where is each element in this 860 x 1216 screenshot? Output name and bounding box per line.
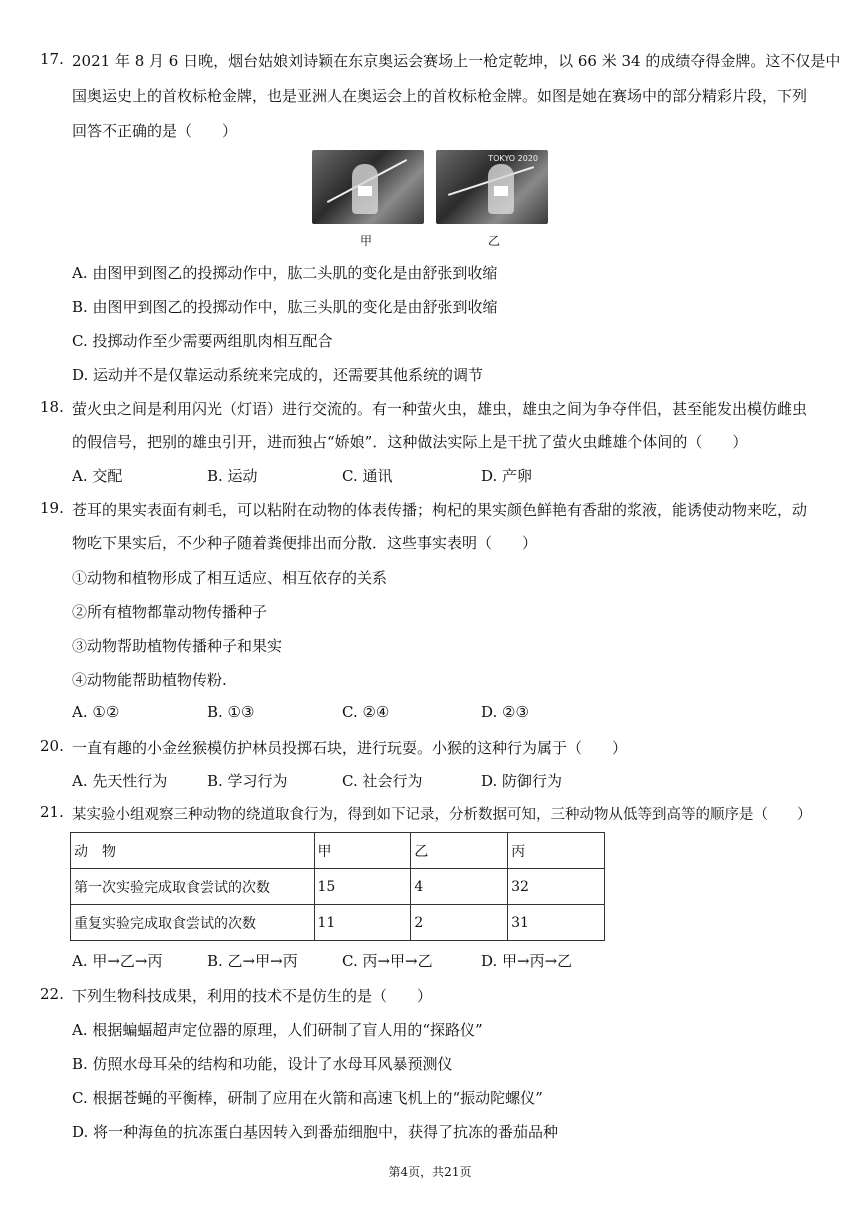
javelin-figure xyxy=(312,150,550,250)
table-cell: 2 xyxy=(411,905,508,941)
option-d[interactable]: D. ②③ xyxy=(481,703,529,721)
table-cell: 第一次实验完成取食尝试的次数 xyxy=(71,869,315,905)
question-number: 19. xyxy=(40,499,64,517)
option-a[interactable]: A. 甲→乙→丙 xyxy=(72,952,163,970)
table-cell: 丙 xyxy=(508,833,605,869)
option-d[interactable]: D. 防御行为 xyxy=(481,772,563,790)
option-a[interactable]: A. 先天性行为 xyxy=(72,772,168,790)
option-c[interactable]: C. 丙→甲→乙 xyxy=(342,952,433,970)
question-text-line: 国奥运史上的首枚标枪金牌，也是亚洲人在奥运会上的首枚标枪金牌。如图是她在赛场中的部分精彩片段，下列 xyxy=(72,87,808,105)
option-c[interactable]: C. 投掷动作至少需要两组肌肉相互配合 xyxy=(72,332,333,350)
table-row xyxy=(71,869,605,905)
question-text-line: 的假信号，把别的雄虫引开，进而独占“娇娘”．这种做法实际上是干扰了萤火虫雌雄个体间的（ ） xyxy=(72,433,748,451)
option-b[interactable]: B. 乙→甲→丙 xyxy=(207,952,298,970)
option-c[interactable]: C. 通讯 xyxy=(342,467,393,485)
page-footer: 第4页，共21页 xyxy=(388,1165,472,1179)
option-d[interactable]: D. 产卵 xyxy=(481,467,533,485)
question-text-line: 苍耳的果实表面有刺毛，可以粘附在动物的体表传播；枸杞的果实颜色鲜艳有香甜的浆液，能诱使动物来吃，动 xyxy=(72,501,808,519)
option-d[interactable]: D. 将一种海鱼的抗冻蛋白基因转入到番茄细胞中，获得了抗冻的番茄品种 xyxy=(72,1123,559,1141)
question-number: 17. xyxy=(40,50,64,68)
photo-yi xyxy=(436,150,548,224)
statement-3: ③动物帮助植物传播种子和果实 xyxy=(72,637,283,655)
photo-jia xyxy=(312,150,424,224)
option-b[interactable]: B. 由图甲到图乙的投掷动作中，肱三头肌的变化是由舒张到收缩 xyxy=(72,298,498,316)
table-cell: 4 xyxy=(411,869,508,905)
tokyo-2020-text: TOKYO 2020 xyxy=(488,154,538,163)
option-b[interactable]: B. 仿照水母耳朵的结构和功能，设计了水母耳风暴预测仪 xyxy=(72,1055,453,1073)
option-a[interactable]: A. 由图甲到图乙的投掷动作中，肱二头肌的变化是由舒张到收缩 xyxy=(72,264,498,282)
statement-4: ④动物能帮助植物传粉. xyxy=(72,671,227,689)
table-cell: 31 xyxy=(508,905,605,941)
statement-2: ②所有植物都靠动物传播种子 xyxy=(72,603,268,621)
table-cell: 15 xyxy=(314,869,411,905)
question-number: 18. xyxy=(40,398,64,416)
option-b[interactable]: B. 学习行为 xyxy=(207,772,288,790)
option-b[interactable]: B. ①③ xyxy=(207,703,255,721)
option-a[interactable]: A. 根据蝙蝠超声定位器的原理，人们研制了盲人用的“探路仪” xyxy=(72,1021,483,1039)
question-text-line: 某实验小组观察三种动物的绕道取食行为，得到如下记录，分析数据可知，三种动物从低等到高等的顺序是（ ） xyxy=(72,807,812,823)
question-text-line: 一直有趣的小金丝猴模仿护林员投掷石块，进行玩耍。小猴的这种行为属于（ ） xyxy=(72,739,628,757)
option-c[interactable]: C. 根据苍蝇的平衡棒，研制了应用在火箭和高速飞机上的“振动陀螺仪” xyxy=(72,1089,543,1107)
table-header-row xyxy=(71,833,605,869)
option-a[interactable]: A. 交配 xyxy=(72,467,123,485)
option-d[interactable]: D. 甲→丙→乙 xyxy=(481,952,573,970)
option-d[interactable]: D. 运动并不是仅靠运动系统来完成的，还需要其他系统的调节 xyxy=(72,366,484,384)
question-text-line: 2021 年 8 月 6 日晚，烟台姑娘刘诗颖在东京奥运会赛场上一枪定乾坤，以 66 米 34 的成绩夺得金牌。这不仅是中 xyxy=(72,52,841,70)
statement-1: ①动物和植物形成了相互适应、相互依存的关系 xyxy=(72,569,388,587)
question-number: 22. xyxy=(40,985,64,1003)
table-cell: 甲 xyxy=(314,833,411,869)
results-table xyxy=(70,832,605,941)
table-row xyxy=(71,905,605,941)
caption-jia: 甲 xyxy=(360,234,373,248)
question-number: 21. xyxy=(40,803,64,821)
question-text-line: 下列生物科技成果，利用的技术不是仿生的是（ ） xyxy=(72,987,433,1005)
question-text-line: 萤火虫之间是利用闪光（灯语）进行交流的。有一种萤火虫，雄虫，雄虫之间为争夺伴侣，甚至能发出模仿雌虫 xyxy=(72,400,808,418)
table-cell: 32 xyxy=(508,869,605,905)
question-text-line: 回答不正确的是（ ） xyxy=(72,122,238,140)
table-cell: 重复实验完成取食尝试的次数 xyxy=(71,905,315,941)
table-cell: 乙 xyxy=(411,833,508,869)
option-c[interactable]: C. ②④ xyxy=(342,703,390,721)
option-b[interactable]: B. 运动 xyxy=(207,467,258,485)
question-number: 20. xyxy=(40,737,64,755)
caption-yi: 乙 xyxy=(488,234,501,248)
table-cell: 11 xyxy=(314,905,411,941)
question-text-line: 物吃下果实后，不少种子随着粪便排出而分散．这些事实表明（ ） xyxy=(72,534,538,552)
table-cell: 动 物 xyxy=(71,833,315,869)
option-c[interactable]: C. 社会行为 xyxy=(342,772,423,790)
option-a[interactable]: A. ①② xyxy=(72,703,120,721)
